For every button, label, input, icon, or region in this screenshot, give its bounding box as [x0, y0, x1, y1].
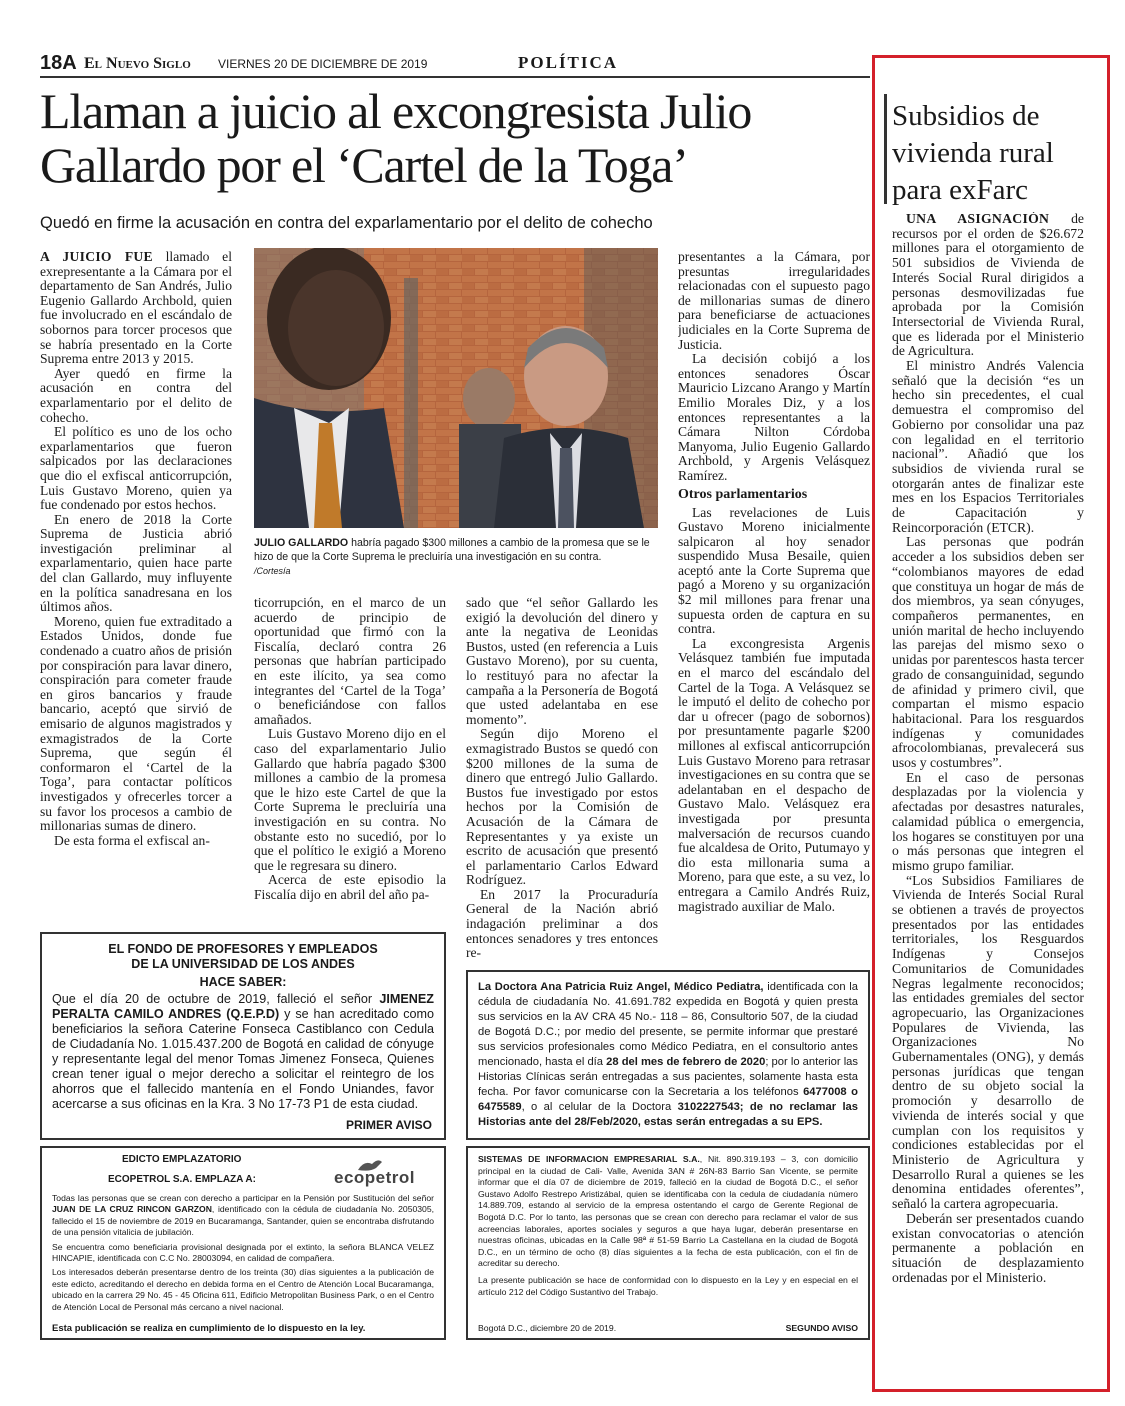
page-number: 18A	[40, 52, 77, 74]
sidebar-paragraph: Las personas que podrán acceder a los subsidios deben ser “colombianos mayores de edad que constituya un hogar de más de dos miembros, ya sean cónyuges, compañeros permanentes, en unión marital de hecho incluyendo las parejas del mismo sexo o unidas por parentescos hasta tercer grado de consanguinidad, segundo de afinidad y primero civil, que compartan el mismo espacio habitacional. Para los resguardos indígenas y comunidades afrocolombianas, prevalecerá sus usos y costumbres”.	[892, 534, 1084, 771]
headline	[40, 84, 870, 192]
notice-ecopetrol-subtitle: ECOPETROL S.A. EMPLAZA A:	[108, 1174, 256, 1185]
photo-caption-text: habría pagado $300 millones a cambio de la promesa que se le hizo de que la Corte Suprema le precluiría una investigación en su contra.	[254, 537, 650, 563]
article-paragraph: A JUICIO FUE llamado el exrepresentante a la Cámara por el departamento de San Andrés, Julio Eugenio Gallardo Archbold, quien fue involucrado en el escándalo de sobornos para torcer procesos que se habría presentado en la Corte Suprema entre 2013 y 2015.	[40, 250, 232, 367]
article-paragraph: ticorrupción, en el marco de un acuerdo de principio de oportunidad que firmó con la Fiscalía, declaró contra 26 personas que habrían participado en este ilícito, ya sea como integrantes del ‘Cartel de la Toga’ o beneficiándose con fallos amañados.	[254, 596, 446, 727]
sidebar-lead-word: UNA ASIGNACIÓN	[906, 212, 1050, 226]
notice-fondo-body: Que el día 20 de octubre de 2019, falleció el señor JIMENEZ PERALTA CAMILO ANDRES (Q.E.P.D) y se han acreditado como beneficiarios la señora Caterine Fonseca Castiblanco con Cedula de Ciudadanía No. 1.015.437.200 de Bogotá en calidad de cónyuge y representante legal del menor Tomas Jimenez Fonseca, Quienes crean tener igual o mejor derecho a solicitar el reintegro de los ahorros que el fallecido mantenía en el Fondo Uniandes, favor acercarse a sus oficinas en la Kra. 3 No 17-73 P1 de esta ciudad.	[52, 992, 434, 1111]
article-paragraph: Ayer quedó en firme la acusación en contra del exparlamentario por el delito de cohecho.	[40, 365, 232, 425]
article-subhead: Otros parlamentarios	[678, 486, 808, 502]
article-paragraph: Las revelaciones de Luis Gustavo Moreno inicialmente salpicaron al hoy senador suspendido Musa Besaile, quien aceptó ante la Corte Suprema que pagó a Moreno y su organización $2 mil millones para frenar una supuesta orden de captura en su contra.	[678, 504, 870, 637]
notice-sistemas-date: Bogotá D.C., diciembre 20 de 2019.	[478, 1323, 617, 1333]
photo-caption	[254, 536, 658, 578]
notice-ecopetrol: EDICTO EMPLAZATORIO ECOPETROL S.A. EMPLAZA A: ecopetrol Todas las personas que se crean con derecho a participar en la Pensión por Sustitución del señor JUAN DE LA CRUZ RINCON GARZON, identificado con la cédula de ciudadanía No. 2050305, fallecido el 15 de noviembre de 2019 en Bucaramanga, Santander, quien se encontraba disfrutando de una pensión vitalicia de jubilación. Se encuentra como beneficiaria provisional designada por el extinto, la señora BLANCA VELEZ HINCAPIE, identificada con C.C No. 28003094, en calidad de compañera. Los interesados deberán presentarse dentro de los treinta (30) días siguientes a la publicación de este edicto, acreditando el derecho en debida forma en el Centro de Atención Local Bucaramanga, ubicado en la carrera 29 No. 45 - 45 Oficina 611, Edificio Metropolitan Business Park, o en el Centro de Atención Local de Personal más cercano a nivel nacional. Esta publicación se realiza en cumplimiento de lo dispuesto en la ley.	[40, 1146, 446, 1340]
sidebar-paragraph: Deberán ser presentados cuando existan convocatorias o atención permanente a población en situación de desplazamiento ordenadas por el Ministerio.	[892, 1210, 1084, 1285]
headline-line-2: Gallardo por el ‘Cartel de la Toga’	[40, 137, 688, 193]
photo-illustration	[254, 248, 658, 528]
notice-doctor: La Doctora Ana Patricia Ruiz Angel, Médico Pediatra, identificada con la cédula de ciudadanía No. 41.691.782 expedida en Bogotá y quien presta sus servicios en la AV CRA 45 No.- 118 – 86, Consultorio 507, de la ciudad de Bogotá D.C.; por medio del presente, se permite informar que prestaré sus servicios profesionales como Médico Pediatra, en el consultorio antes mencionado, hasta el día 28 del mes de febrero de 2020; por lo anterior las Historias Clínicas serán entregadas a sus pacientes, solamente hasta esta fecha. Por favor comunicarse con la Secretaria a los teléfonos 6477008 o 6475589, o al celular de la Doctora 3102227543; de no reclamar las Historias ante del 28/Feb/2020, estas serán entregadas a su EPS.	[466, 970, 870, 1140]
notice-fondo-subtitle: HACE SABER:	[199, 975, 287, 989]
paper-name: El Nuevo Siglo	[84, 55, 191, 72]
article-paragraph: presentantes a la Cámara, por presuntas irregularidades relacionadas con el supuesto pago de millonarias sumas de dinero para beneficiarse de actuaciones judiciales en la Corte Suprema de Justicia.	[678, 250, 870, 352]
article-paragraph: Según dijo Moreno el exmagistrado Bustos se quedó con $200 millones de la suma de dinero que entregó Julio Gallardo. Bustos fue investigado por estos hechos por la Comisión de Acusación de la Cámara de Representantes y ya existe un escrito de acusación que presentó el parlamentario Carlos Edward Rodríguez.	[466, 726, 658, 888]
notice-fondo	[40, 932, 446, 1140]
sidebar-paragraph: “Los Subsidios Familiares de Vivienda de Interés Social Rural se obtienen a través de proyectos presentados por las entidades territoriales, los Resguardos Indígenas y Consejos Comunitarios de Comunidades Negras legalmente reconocidos; las entidades gremiales del sector agropecuario, las Organizaciones Populares de Vivienda, las Organizaciones No Gubernamentales (ONG), y demás personas jurídicas que tengan dentro de su objeto social la promoción y desarrollo de vivienda de interés social y que cumplan con los requisitos y condiciones establecidas por el Ministerio de Agricultura y Desarrollo Rural a quienes se les denomina entidades oferentes”, señaló la cartera agropecuaria.	[892, 872, 1084, 1212]
article-paragraph: Luis Gustavo Moreno dijo en el caso del exparlamentario Julio Gallardo que habría pagado $300 millones a cambio de la promesa que le hizo este Cartel de que la Corte Suprema le precluiría una investigación en su contra. No obstante esto no sucedió, por lo que el político le exigió a Moreno que le regresara su dinero.	[254, 726, 446, 873]
article-paragraph: En enero de 2018 la Corte Suprema de Justicia abrió investigación preliminar al exparlamentario, quien hace parte del clan Gallardo, muy influyente en la política sanadresana en los últimos años.	[40, 511, 232, 615]
article-paragraph: En 2017 la Procuraduría General de la Nación abrió indagación preliminar a dos entonces senadores y tres entonces re-	[466, 886, 658, 960]
notice-ecopetrol-footer: Esta publicación se realiza en cumplimiento de lo dispuesto en la ley.	[52, 1323, 366, 1334]
article-paragraph: sado que “el señor Gallardo les exigió la devolución del dinero y ante la negativa de Leonidas Bustos, usted (en referencia a Luis Gustavo Moreno), por su cuenta, lo restituyó para no afectar la campaña a la Personería de Bogotá que usted adelantaba en ese momento”.	[466, 596, 658, 727]
article-lead-word: A JUICIO FUE	[40, 250, 153, 264]
headline-line-1: Llaman a juicio al excongresista Julio	[40, 83, 752, 139]
article-paragraph: La decisión cobijó a los entonces senadores Óscar Mauricio Lizcano Arango y Martín Emilio Morales Diz, y a los entonces representantes a la Cámara Nilton Córdoba Manyoma, Julio Eugenio Gallardo Archbold, y Argenis Velásquez Ramírez.	[678, 351, 870, 483]
sidebar-headline-rule	[884, 94, 887, 204]
sidebar-paragraph: El ministro Andrés Valencia señaló que la decisión “es un hecho sin precedentes, el cual demuestra el compromiso del Gobierno por consolidar una paz con legalidad en el territorio nacional”. Añadió que los subsidios de vivienda rural se otorgarán antes de finalizar este mes en los Espacios Territoriales de Capacitación y Reincorporación (ETCR).	[892, 358, 1084, 535]
page-header	[40, 52, 870, 76]
sidebar-headline: Subsidios de vivienda rural para exFarc	[892, 100, 1054, 206]
notice-sistemas: SISTEMAS DE INFORMACION EMPRESARIAL S.A., Nit. 890.319.193 – 3, con domicilio principal en la ciudad de Cali- Valle, Avenida 3AN # 26N-83 Barrio San Vicente, se permite informar que el día 07 de diciembre de 2019, falleció en la ciudad de Bogotá D.C., el señor Gustavo Adolfo Restrepo Aristizábal, quien se identificaba con la cedula de ciudadanía número 14.889.709, estando al servicio de la empresa ostentando el cargo de Gerente Regional de Bogotá D.C. Por lo tanto, las personas que se crean con derecho para reclamar el valor de sus acreencias laborales, aportes sociales y seguros a que haya lugar, deberán presentarse en nuestras oficinas, ubicadas en la Calle 98ª # 51-59 Barrio La Castellana en la ciudad de Bogotá D.C., en un término de ocho (8) días siguientes a la fecha de esta publicación, con el fin de acreditar su derecho. La presente publicación se hace de conformidad con lo dispuesto en la Ley y en especial en el artículo 212 del Código Sustantivo del Trabajo. Bogotá D.C., diciembre 20 de 2019. SEGUNDO AVISO	[466, 1146, 870, 1340]
article-column-1	[40, 250, 232, 920]
article-column-4	[678, 250, 870, 960]
subheadline: Quedó en firme la acusación en contra del exparlamentario por el delito de cohecho	[40, 214, 653, 232]
sidebar-body	[892, 212, 1084, 1382]
sidebar-paragraph: UNA ASIGNACIÓN de recursos por el orden de $26.672 millones para el otorgamiento de 501 subsidios de Vivienda de Interés Social Rural dirigidos a personas desmovilizadas fue aprobada por la Comisión Intersectorial de Vivienda Rural, que es liderada por el Ministerio de Agricultura.	[892, 212, 1084, 359]
ecopetrol-logo: ecopetrol	[334, 1164, 434, 1188]
section-name: POLÍTICA	[518, 53, 619, 72]
article-column-3	[466, 596, 658, 960]
header-date: VIERNES 20 DE DICIEMBRE DE 2019	[218, 57, 428, 71]
article-column-2	[254, 596, 446, 920]
article-paragraph: El político es uno de los ocho exparlamentarios que fueron salpicados por las declaraciones que dio el exfiscal anticorrupción, Luis Gustavo Moreno, quien ya fue condenado por estos hechos.	[40, 424, 232, 513]
photo-credit: /Cortesía	[254, 566, 291, 576]
header-rule	[40, 76, 870, 78]
notice-sistemas-footer: SEGUNDO AVISO	[785, 1323, 858, 1333]
photo	[254, 248, 658, 528]
article-paragraph: La excongresista Argenis Velásquez también fue imputada en el marco del escándalo del Cartel de la Toga. A Velásquez se le imputó el delito de cohecho por dar u ofrecer (pago de sobornos) por presuntamente pagarle $200 millones al exfiscal anticorrupción Luis Gustavo Moreno para retrasar investigaciones en su contra que se adelantaban en el despacho de Gustavo Malo. Velásquez era investigada por presunta malversación de recursos cuando fue alcaldesa de Orito, Putumayo y dio esta millonaria suma a Moreno, para que este, a su vez, lo entregara a Camilo Andrés Ruiz, magistrado auxiliar de Malo.	[678, 635, 870, 914]
photo-caption-name: JULIO GALLARDO	[254, 537, 349, 549]
sidebar-paragraph: En el caso de personas desplazadas por la violencia y afectadas por desastres naturales, calamidad pública o emergencia, los hogares se constituyen por una o más personas que integren el mismo grupo familiar.	[892, 769, 1084, 873]
notice-ecopetrol-title: EDICTO EMPLAZATORIO	[122, 1154, 242, 1165]
notice-fondo-title: EL FONDO DE PROFESORES Y EMPLEADOS DE LA UNIVERSIDAD DE LOS ANDES HACE SABER:	[52, 942, 434, 990]
article-paragraph: Moreno, quien fue extraditado a Estados Unidos, donde fue condenado a cuatro años de prisión por conspiración para lavar dinero, conspiración para cometer fraude en giros bancarios y fraude bancario, aceptó que sirvió de emisario de algunos magistrados y exmagistrados de la Corte Suprema, que según él conformaron el ‘Cartel de la Toga’, para contactar políticos investigados y ofrecerles torcer a su favor los procesos a cambio de millonarias sumas de dinero.	[40, 613, 232, 834]
article-paragraph: De esta forma el exfiscal an-	[54, 832, 210, 848]
notice-fondo-footer: PRIMER AVISO	[345, 1118, 432, 1132]
article-paragraph: Acerca de este episodio la Fiscalía dijo en abril del año pa-	[254, 872, 446, 902]
